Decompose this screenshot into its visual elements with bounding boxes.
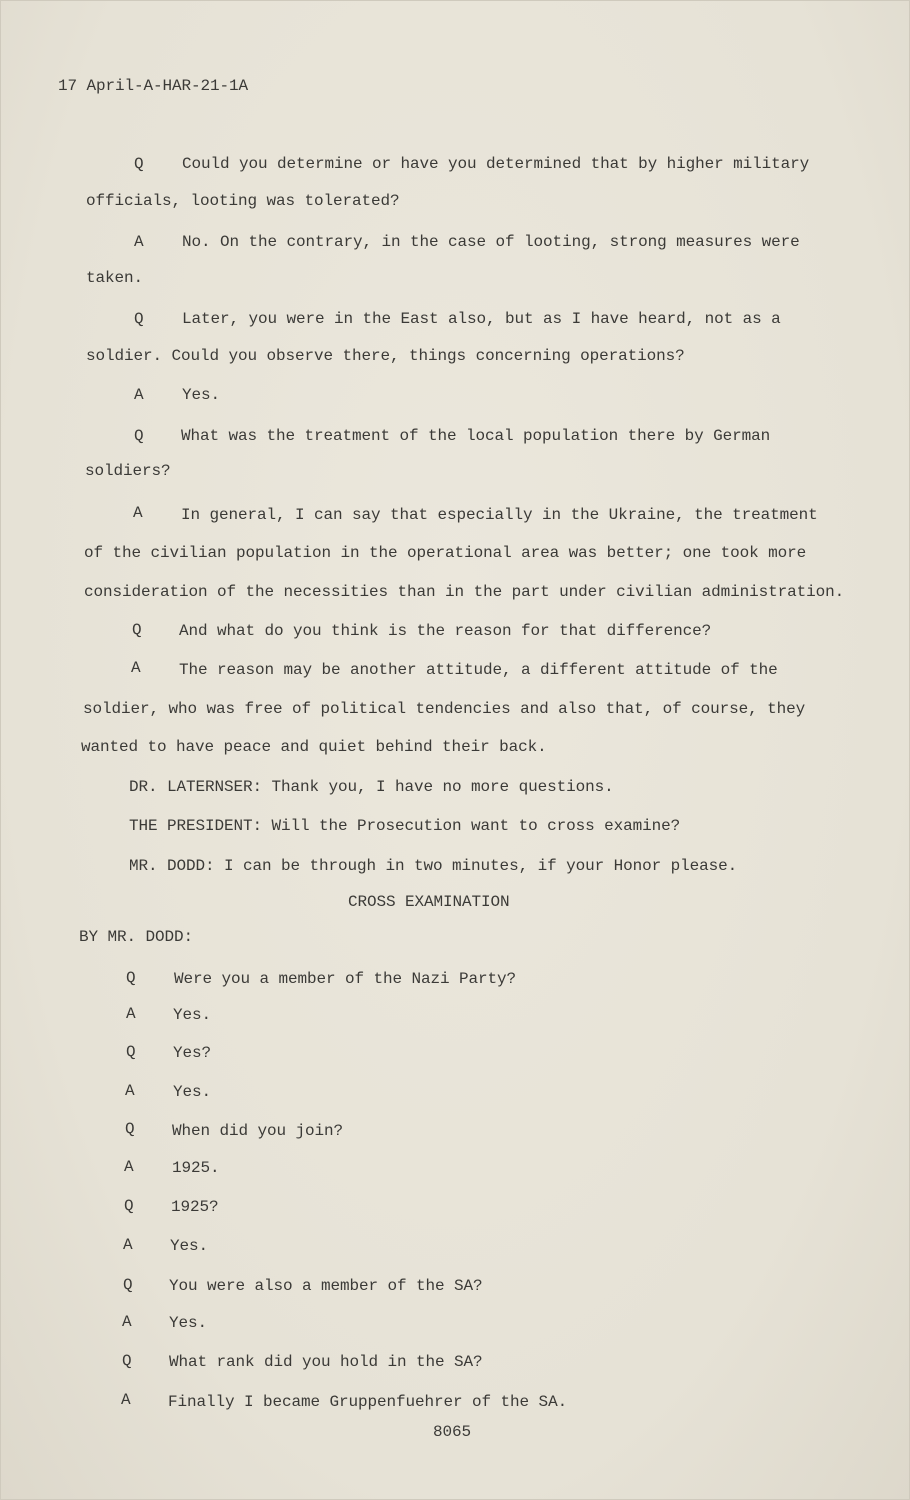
qa-label: A <box>123 1236 133 1254</box>
qa-text: 1925? <box>171 1198 219 1216</box>
qa-label: Q <box>126 969 136 987</box>
qa-text: No. On the contrary, in the case of looting, strong measures were <box>182 233 800 251</box>
qa-label: A <box>125 1082 135 1100</box>
qa-label: A <box>122 1313 132 1331</box>
statement-laternser: DR. LATERNSER: Thank you, I have no more questions. <box>129 778 614 796</box>
qa-continuation: soldier, who was free of political tendencies and also that, of course, they <box>83 700 806 718</box>
qa-continuation: of the civilian population in the operational area was better; one took more <box>84 544 807 562</box>
qa-text: Yes? <box>173 1044 212 1062</box>
qa-label: Q <box>122 1352 132 1370</box>
qa-text: Later, you were in the East also, but as I have heard, not as a <box>182 310 781 328</box>
qa-continuation: soldiers? <box>85 462 171 480</box>
qa-label: A <box>124 1158 134 1176</box>
qa-label: A <box>134 233 144 251</box>
page-number: 8065 <box>433 1423 472 1441</box>
qa-continuation: taken. <box>86 269 144 287</box>
qa-label: A <box>133 504 143 522</box>
qa-text: What was the treatment of the local population there by German <box>181 427 771 445</box>
qa-text: And what do you think is the reason for that difference? <box>179 622 712 640</box>
qa-label: Q <box>124 1197 134 1215</box>
qa-label: Q <box>134 310 144 328</box>
qa-text: Yes. <box>170 1237 209 1255</box>
qa-continuation: consideration of the necessities than in the part under civilian administration. <box>84 583 845 601</box>
qa-label: A <box>126 1005 136 1023</box>
statement-dodd: MR. DODD: I can be through in two minutes, if your Honor please. <box>129 857 738 875</box>
qa-text: 1925. <box>172 1159 220 1177</box>
qa-text: Yes. <box>173 1006 212 1024</box>
qa-text: Yes. <box>182 386 221 404</box>
qa-text: The reason may be another attitude, a different attitude of the <box>179 661 778 679</box>
qa-text: In general, I can say that especially in the Ukraine, the treatment <box>181 506 818 524</box>
document-header: 17 April-A-HAR-21-1A <box>58 77 249 95</box>
qa-label: A <box>134 386 144 404</box>
qa-text: Yes. <box>173 1083 212 1101</box>
qa-text: Could you determine or have you determined that by higher military <box>182 155 810 173</box>
qa-text: When did you join? <box>172 1122 344 1140</box>
section-title: CROSS EXAMINATION <box>348 893 510 911</box>
qa-label: Q <box>125 1120 135 1138</box>
qa-continuation: wanted to have peace and quiet behind their back. <box>81 738 547 756</box>
qa-label: Q <box>123 1276 133 1294</box>
qa-label: A <box>121 1391 131 1409</box>
qa-text: Finally I became Gruppenfuehrer of the SA. <box>168 1393 568 1411</box>
qa-text: Were you a member of the Nazi Party? <box>174 970 517 988</box>
qa-continuation: soldier. Could you observe there, things concerning operations? <box>86 347 685 365</box>
qa-label: Q <box>132 621 142 639</box>
qa-label: Q <box>134 155 144 173</box>
qa-text: Yes. <box>169 1314 208 1332</box>
qa-text: What rank did you hold in the SA? <box>169 1353 483 1371</box>
qa-text: You were also a member of the SA? <box>169 1277 483 1295</box>
qa-label: A <box>131 659 141 677</box>
qa-label: Q <box>126 1043 136 1061</box>
qa-continuation: officials, looting was tolerated? <box>86 192 400 210</box>
examiner-line: BY MR. DODD: <box>79 928 194 946</box>
statement-president: THE PRESIDENT: Will the Prosecution want to cross examine? <box>129 817 681 835</box>
qa-label: Q <box>134 427 144 445</box>
